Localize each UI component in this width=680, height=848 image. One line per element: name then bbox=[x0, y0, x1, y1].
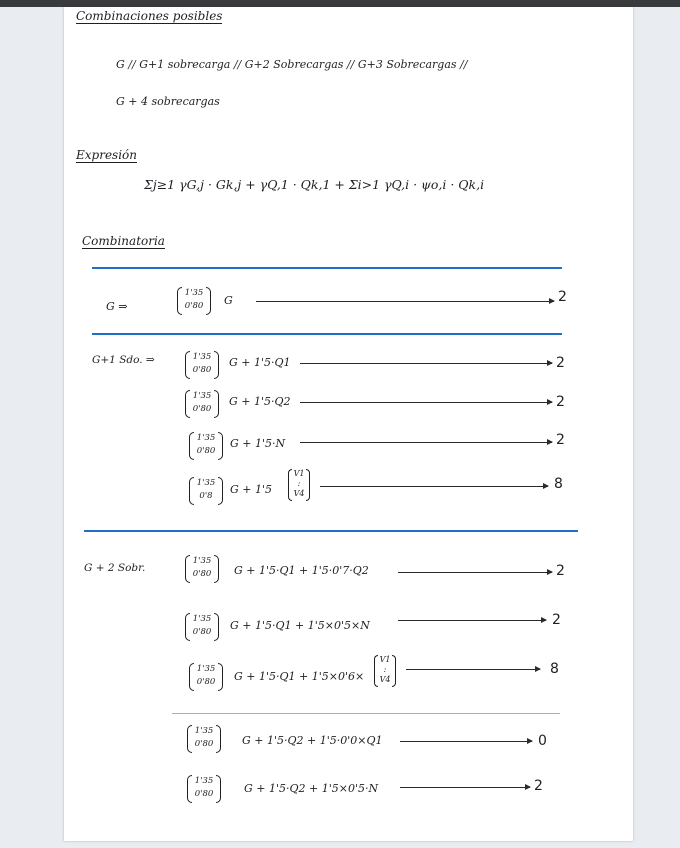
coef-brace: 1'35 0'80 bbox=[192, 775, 216, 801]
arrow-s2b bbox=[398, 620, 546, 621]
row-s1d-expr: G + 1'5 bbox=[230, 483, 273, 496]
arrow-s2e bbox=[400, 787, 530, 788]
heading-combinaciones: Combinaciones posibles bbox=[76, 9, 223, 23]
row-s1b-result: 2 bbox=[556, 394, 565, 410]
row-s2d-result: 0 bbox=[538, 733, 547, 749]
heading-combinatoria: Combinatoria bbox=[82, 234, 165, 248]
expresion-formula: Σj≥1 γG,j · Gk,j + γQ,1 · Qk,1 + Σi>1 γQ,i · ψo,i · Qk,i bbox=[144, 177, 485, 192]
row-s2d-expr: G + 1'5·Q2 + 1'5·0'0×Q1 bbox=[242, 734, 383, 747]
arrow-s1a bbox=[300, 363, 552, 364]
row-s2a-expr: G + 1'5·Q1 + 1'5·0'7·Q2 bbox=[234, 564, 369, 577]
row-s2e-expr: G + 1'5·Q2 + 1'5×0'5·N bbox=[244, 782, 379, 795]
row-g-expr: G bbox=[224, 294, 233, 307]
row-s2b-expr: G + 1'5·Q1 + 1'5×0'5×N bbox=[230, 619, 370, 632]
row-s2-label: G + 2 Sobr. bbox=[84, 562, 146, 574]
arrow-s1c bbox=[300, 442, 552, 443]
arrow-s2c bbox=[406, 669, 540, 670]
variables-brace: V1 : V4 bbox=[378, 655, 392, 685]
row-s2b-result: 2 bbox=[552, 612, 561, 628]
coef-brace: 1'35 0'80 bbox=[182, 287, 206, 313]
rule-1 bbox=[92, 267, 562, 269]
coef-brace: 1'35 0'80 bbox=[190, 351, 214, 377]
coef-brace: 1'35 0'80 bbox=[190, 555, 214, 581]
rule-3 bbox=[84, 530, 578, 532]
row-s2a-result: 2 bbox=[556, 563, 565, 579]
rule-2 bbox=[92, 333, 562, 335]
arrow-g bbox=[256, 301, 554, 302]
coef-brace: 1'35 0'80 bbox=[190, 390, 214, 416]
viewer-margin bbox=[634, 7, 680, 848]
coef-brace: 1'35 0'80 bbox=[194, 663, 218, 689]
arrow-s2d bbox=[400, 741, 532, 742]
row-s1-label: G+1 Sdo. ⇒ bbox=[92, 354, 155, 366]
rule-4 bbox=[172, 713, 560, 714]
coef-brace: 1'35 0'8 bbox=[194, 477, 218, 503]
coef-brace: 1'35 0'80 bbox=[192, 725, 216, 751]
arrow-s1b bbox=[300, 402, 552, 403]
row-g-label: G ⇒ bbox=[106, 300, 128, 313]
row-s2c-result: 8 bbox=[550, 661, 559, 677]
coef-brace: 1'35 0'80 bbox=[194, 432, 218, 458]
scanned-page bbox=[64, 7, 633, 841]
arrow-s1d bbox=[320, 486, 548, 487]
window-top-bar bbox=[0, 0, 680, 7]
row-s1c-expr: G + 1'5·N bbox=[230, 437, 286, 450]
variables-brace: V1 : V4 bbox=[292, 469, 306, 499]
coef-brace: 1'35 0'80 bbox=[190, 613, 214, 639]
row-s1a-result: 2 bbox=[556, 355, 565, 371]
row-s1d-result: 8 bbox=[554, 476, 563, 492]
row-s1c-result: 2 bbox=[556, 432, 565, 448]
heading-expresion: Expresión bbox=[76, 148, 137, 162]
arrow-s2a bbox=[398, 572, 552, 573]
row-s1a-expr: G + 1'5·Q1 bbox=[229, 356, 291, 369]
row-s2c-expr: G + 1'5·Q1 + 1'5×0'6× bbox=[234, 670, 365, 683]
row-g-result: 2 bbox=[558, 289, 567, 305]
combinaciones-line-1: G // G+1 sobrecarga // G+2 Sobrecargas // G+3 Sobrecargas // bbox=[116, 58, 468, 71]
combinaciones-line-2: G + 4 sobrecargas bbox=[116, 95, 220, 108]
row-s2e-result: 2 bbox=[534, 778, 543, 794]
row-s1b-expr: G + 1'5·Q2 bbox=[229, 395, 291, 408]
